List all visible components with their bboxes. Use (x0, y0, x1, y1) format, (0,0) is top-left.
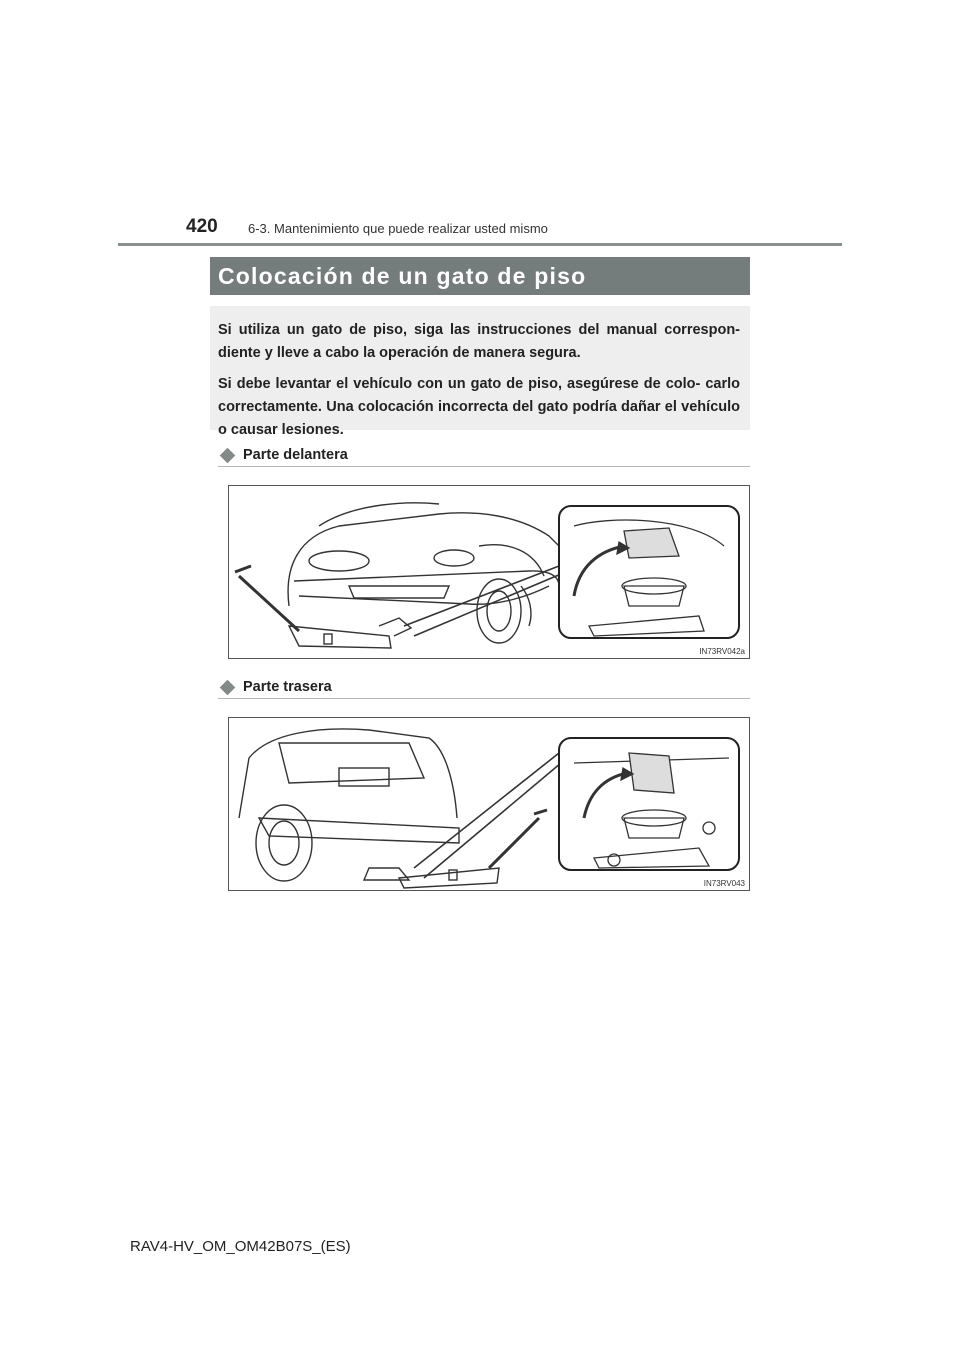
page-title (210, 257, 750, 295)
document-footer: RAV4-HV_OM_OM42B07S_(ES) (130, 1238, 351, 1255)
page-title-text: Colocación de un gato de piso (218, 262, 587, 289)
front-car-illustration (229, 486, 749, 658)
inset-jack-closeup (559, 738, 739, 870)
figure-code: IN73RV043 (703, 879, 745, 888)
inset-jack-closeup (559, 506, 739, 638)
page-number: 420 (186, 216, 218, 237)
figure-rear-jack-point (228, 717, 750, 891)
rear-car-illustration (229, 718, 749, 890)
figure-code: IN73RV042a (699, 647, 745, 656)
subheading-front (218, 444, 750, 467)
figure-front-jack-point (228, 485, 750, 659)
intro-paragraph: Si utiliza un gato de piso, siga las instrucciones del manual correspon- diente y lleve a cabo la operación de manera segura. (218, 322, 740, 361)
intro-paragraph: Si debe levantar el vehículo con un gato de piso, asegúrese de colo- carlo correctamente. Una colocación incorrecta del gato podría dañar el vehículo o causar lesiones. (218, 376, 740, 438)
intro-box (210, 306, 750, 438)
section-title: 6-3. Mantenimiento que puede realizar usted mismo (248, 221, 548, 236)
diamond-bullet-icon (220, 679, 236, 695)
subheading-label: Parte delantera (243, 447, 348, 463)
subheading-label: Parte trasera (243, 679, 332, 695)
header-divider (118, 243, 842, 246)
subheading-rear (218, 676, 750, 699)
diamond-bullet-icon (220, 447, 236, 463)
